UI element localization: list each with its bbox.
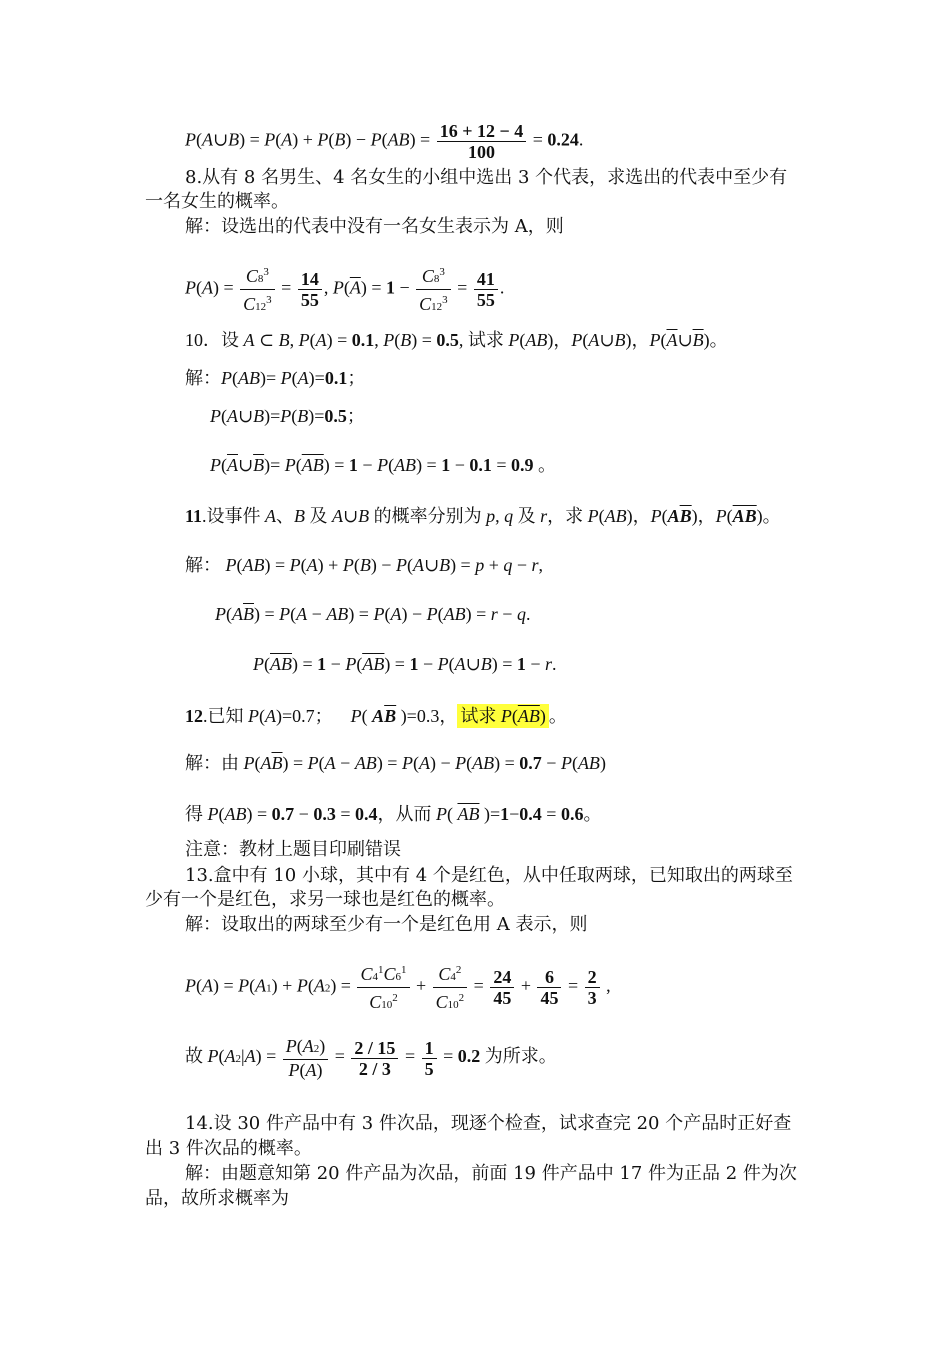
q13-formula2: 故 P(A2|A) = $\frac{P(A2)}{P(A)}$ = $\frac{2 / 15}{2 / 3}$ = $\frac{1}{5}$ = 0.2 为所求。	[185, 1036, 557, 1080]
q10-sol3: $P(\overline{A}\cup\overline{B})= P(\overline{AB}) = 1 - P(AB) = 1 - 0.1 = 0.9$ 。	[210, 455, 557, 475]
q11-sol2: $P(A\overline{B}) = P(A - AB) = P(A) - P(AB) = r - q$.	[215, 604, 531, 624]
q14-line1: 14.设 30 件产品中有 3 件次品，现逐个检查，试求查完 20 个产品时正好查	[185, 1113, 792, 1134]
q12-sol1: 解：由 $P(A\overline{B}) = P(A - AB) = P(A) - P(AB) = 0.7 - P(AB)$	[185, 753, 606, 773]
q11-sol1: 解： P(AB) = P(A) + P(B) − P(A∪B) = p + q − r,	[185, 555, 544, 575]
q12-sol2: 得 P(AB) = 0.7 − 0.3 = 0.4，从而 P( $\overline{AB}$ )=1−0.4 = 0.6。	[185, 804, 602, 824]
q8-line2: 一名女生的概率。	[145, 191, 289, 212]
q14-sol2: 品，故所求概率为	[145, 1188, 289, 1209]
q10-question: 10．设 A ⊂ B, P(A) = 0.1, P(B) = 0.5, 试求 P(AB)，P(A∪B)，$P(\overline{A}\cup\overline{B})$。	[185, 330, 728, 350]
q12-highlight: 试求 $P(\overline{AB})$	[457, 704, 549, 728]
q13-solution-intro: 解：设取出的两球至少有一个是红色用 A 表示，则	[185, 914, 588, 935]
p7-result: P(A∪B) = P(A) + P(B) − P(AB) = $\frac{16 + 12 - 4}{100}$ = 0.24.	[185, 121, 584, 162]
q8-solution-intro: 解：设选出的代表中没有一名女生表示为 A，则	[185, 216, 564, 237]
q8-line1: 8.从有 8 名男生、4 名女生的小组中选出 3 个代表，求选出的代表中至少有	[185, 167, 788, 188]
q14-line2: 出 3 件次品的概率。	[145, 1138, 312, 1159]
q13-line1: 13.盒中有 10 小球，其中有 4 个是红色，从中任取两球，已知取出的两球至	[185, 865, 793, 886]
q12-note: 注意：教材上题目印刷错误	[185, 839, 401, 860]
q13-formula1: P(A) = P(A1) + P(A2) = $\frac{C4^1C6^1}{C10^2}$ + $\frac{C4^2}{C10^2}$ = $\frac{24}{45}$ + $\frac{6}{45}$ = $\frac{2}{3}$ ,	[185, 960, 611, 1015]
q13-line2: 少有一个是红色，求另一球也是红色的概率。	[145, 889, 505, 910]
q14-sol1: 解：由题意知第 20 件产品为次品，前面 19 件产品中 17 件为正品 2 件为次	[185, 1163, 797, 1184]
q8-formula: P(A) = $\frac{C8^3}{C12^3}$ = $\frac{14}{55}$ , $P(\overline{A}) = 1$ − $\frac{C8^3}{C12^3}$ = $\frac{41}{55}$ .	[185, 262, 504, 317]
q11-question: 11.设事件 A、B 及 A∪B 的概率分别为 p, q 及 r，求 P(AB)，$P(A\overline{B})$，$P(\overline{AB})$。	[185, 506, 781, 526]
q12-question: 12.已知 P(A)=0.7； P( $A\overline{B}$ )=0.3， 试求 $P(\overline{AB})$ 。	[185, 706, 567, 726]
q10-sol1: 解：P(AB)= P(A)=0.1；	[185, 368, 366, 388]
q11-sol3: $P(\overline{A}\overline{B}) = 1 - P(AB) = 1$ − P(A∪B) = 1 − r.	[253, 654, 557, 674]
q10-sol2: P(A∪B)=P(B)=0.5；	[210, 406, 365, 426]
